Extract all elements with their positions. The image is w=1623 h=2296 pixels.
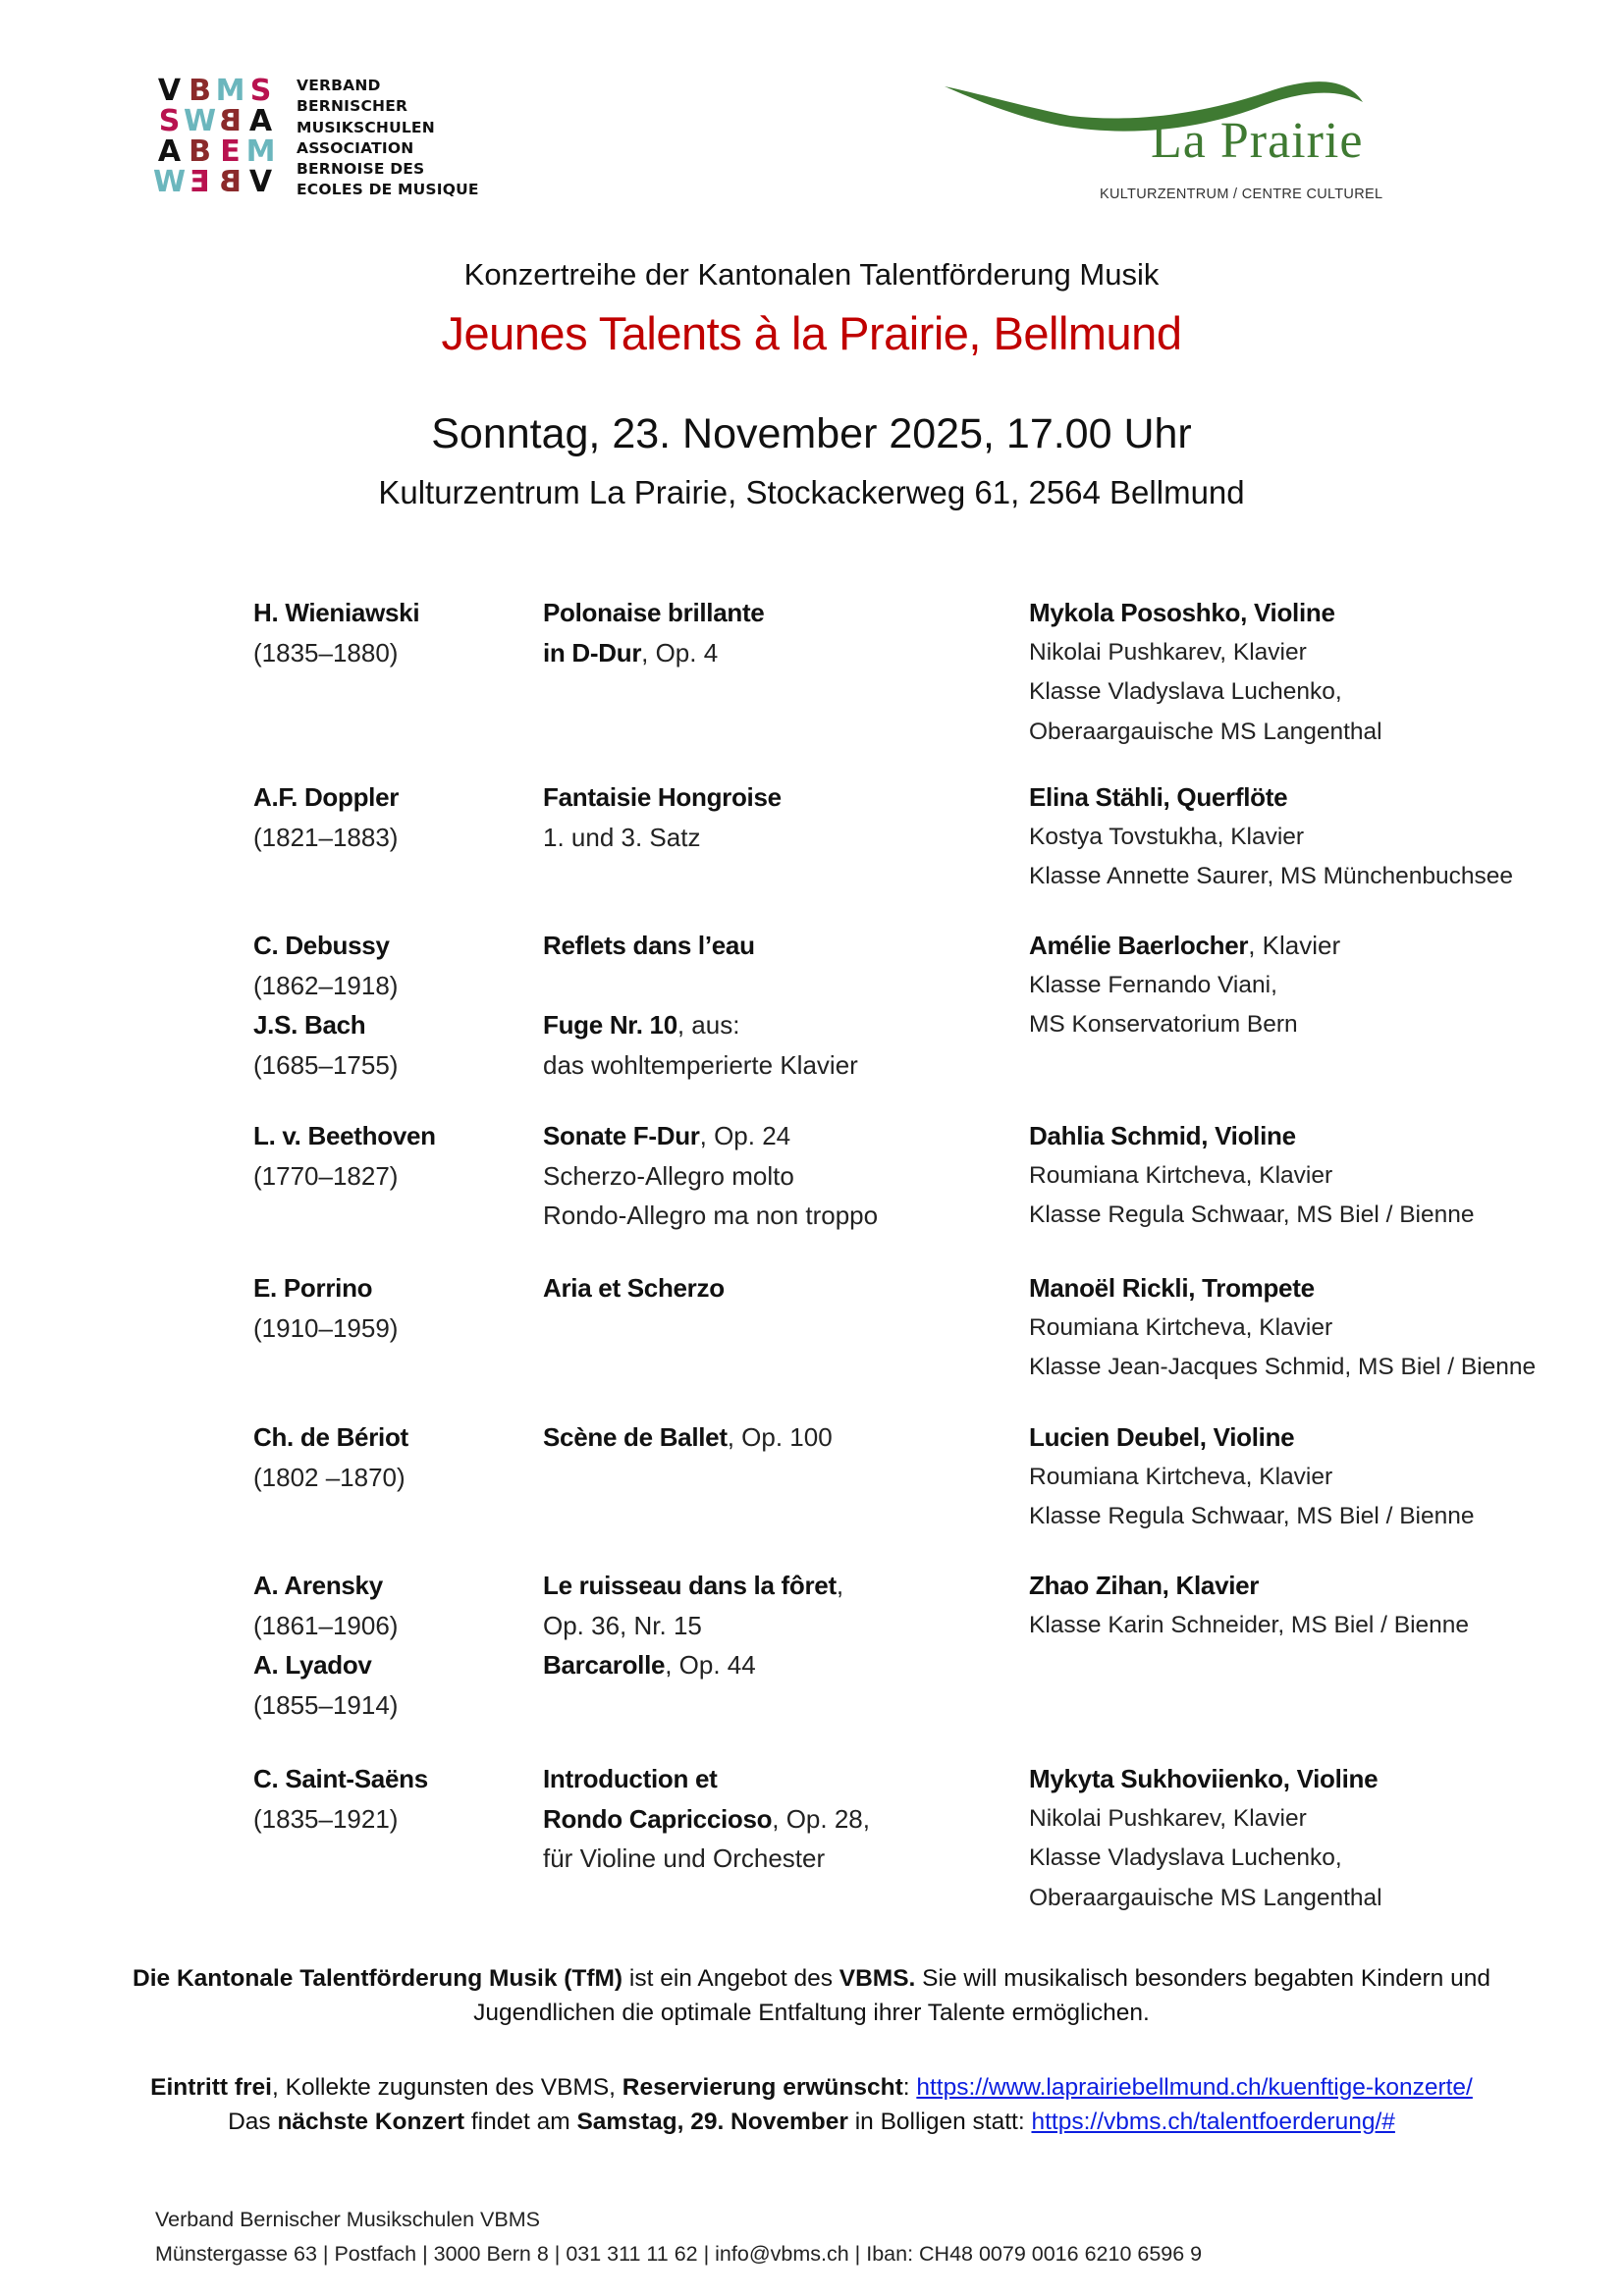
- vbms-logo-glyph: M: [245, 134, 276, 169]
- work-line: [543, 593, 764, 633]
- performer-soloist: [1029, 777, 1513, 818]
- performer-soloist: [1029, 1417, 1475, 1458]
- composer-column: [253, 1116, 436, 1196]
- composer-name: C. Saint-Saëns: [253, 1764, 428, 1793]
- performer-detail: Kostya Tovstukha, Klavier: [1029, 823, 1305, 850]
- tfm-text: Sie will musikalisch besonders begabten Kindern und: [915, 1965, 1490, 1992]
- work-title: Fuge Nr. 10: [543, 1010, 677, 1040]
- performer-detail: Oberaargauische MS Langenthal: [1029, 1884, 1382, 1911]
- la-prairie-logo-subtitle: KULTURZENTRUM / CENTRE CULTUREL: [1100, 187, 1383, 202]
- performer-detail: MS Konservatorium Bern: [1029, 1011, 1298, 1038]
- event-title: Jeunes Talents à la Prairie, Bellmund: [441, 307, 1182, 359]
- vbms-logo-glyph: B: [219, 104, 242, 138]
- performer-soloist: [1029, 1566, 1469, 1606]
- performer-detail: Roumiana Kirtcheva, Klavier: [1029, 1463, 1333, 1490]
- composer-column: [253, 1566, 398, 1725]
- tfm-paragraph: [0, 1961, 1623, 2030]
- admission-text: :: [902, 2074, 917, 2101]
- work-detail: , Op. 24: [699, 1121, 791, 1150]
- work-line: [543, 1116, 878, 1156]
- vbms-logo: [152, 74, 277, 199]
- vbms-logo-line: BERNISCHER: [297, 97, 408, 116]
- performer-detail: Oberaargauische MS Langenthal: [1029, 718, 1382, 745]
- vbms-logo-glyph: B: [189, 134, 211, 169]
- performer-column: [1029, 1268, 1536, 1388]
- next-concert-text: findet am: [464, 2109, 577, 2135]
- vbms-logo-line: VERBAND: [297, 77, 381, 94]
- performer-column: [1029, 777, 1513, 897]
- work-line: [543, 777, 782, 818]
- concert-series: Konzertreihe der Kantonalen Talentförderung Musik: [463, 257, 1160, 292]
- la-prairie-logo-name: La Prairie: [1151, 113, 1364, 169]
- performer-column: [1029, 926, 1340, 1045]
- tfm-bold-vbms: VBMS.: [839, 1965, 916, 1992]
- composer-years: (1802 –1870): [253, 1462, 406, 1492]
- work-line: [543, 1417, 833, 1458]
- vbms-logo-glyph: E: [220, 134, 241, 169]
- vbms-logo-glyph: V: [248, 165, 273, 199]
- performer-detail: Klasse Karin Schneider, MS Biel / Bienne: [1029, 1611, 1470, 1638]
- footer-contact: Münstergasse 63 | Postfach | 3000 Bern 8 | 031 311 11 62 | info@vbms.ch | Iban: CH48 0079 0016 6210 6596 9: [155, 2242, 1203, 2266]
- work-title: Introduction et: [543, 1764, 718, 1793]
- reservation-label: Reservierung erwünscht: [622, 2074, 903, 2101]
- vbms-logo-glyph: S: [158, 104, 181, 138]
- performer-soloist: [1029, 593, 1382, 633]
- performer-detail: Klasse Regula Schwaar, MS Biel / Bienne: [1029, 1503, 1475, 1529]
- composer-years: (1770–1827): [253, 1160, 399, 1191]
- work-detail: ,: [836, 1571, 844, 1600]
- performer-column: [1029, 1116, 1475, 1236]
- work-title: Le ruisseau dans la fôret: [543, 1571, 837, 1600]
- vbms-logo-glyph: B: [219, 165, 242, 199]
- vbms-logo-glyph: A: [248, 104, 273, 138]
- composer-column: [253, 593, 419, 672]
- vbms-logo-glyph: V: [157, 74, 182, 108]
- work-line: [543, 1005, 858, 1045]
- performer-detail: Klasse Fernando Viani,: [1029, 971, 1277, 998]
- work-line: [543, 1839, 870, 1879]
- admission-paragraph: [0, 2070, 1623, 2139]
- composer-column: [253, 926, 398, 1085]
- composer-years: (1685–1755): [253, 1049, 399, 1080]
- work-column: [543, 1759, 870, 1879]
- work-detail: , Op. 28,: [772, 1803, 870, 1834]
- work-title: Reflets dans l’eau: [543, 931, 755, 960]
- work-column: [543, 1116, 878, 1236]
- composer-column: [253, 777, 399, 857]
- composer-name: Ch. de Bériot: [253, 1422, 408, 1452]
- performer-detail: Klasse Regula Schwaar, MS Biel / Bienne: [1029, 1201, 1475, 1228]
- work-detail: , aus:: [676, 1010, 740, 1040]
- performer-detail: Nikolai Pushkarev, Klavier: [1029, 638, 1307, 666]
- next-concert-label: nächste Konzert: [277, 2109, 465, 2135]
- performer-column: [1029, 1566, 1469, 1645]
- work-title: Barcarolle: [543, 1650, 666, 1680]
- vbms-logo-glyph: E: [189, 165, 210, 199]
- composer-years: (1910–1959): [253, 1312, 399, 1343]
- soloist-text: Manoël Rickli, Trompete: [1029, 1273, 1315, 1303]
- composer-years: (1821–1883): [253, 822, 399, 852]
- vbms-logo-glyph: A: [157, 134, 182, 169]
- composer-years: (1855–1914): [253, 1689, 399, 1720]
- composer-name: A. Lyadov: [253, 1650, 372, 1680]
- admission-text: , Kollekte zugunsten des VBMS,: [271, 2074, 622, 2101]
- vbms-logo-glyph: W: [183, 104, 217, 138]
- tfm-text: ist ein Angebot des: [622, 1965, 839, 1992]
- next-concert-text: Das: [228, 2109, 278, 2135]
- footer-org: Verband Bernischer Musikschulen VBMS: [155, 2208, 540, 2231]
- soloist-text: Amélie Baerlocher: [1029, 931, 1249, 960]
- performer-detail: Klasse Vladyslava Luchenko,: [1029, 1844, 1342, 1871]
- work-column: [543, 926, 858, 1085]
- tfm-line2: Jugendlichen die optimale Entfaltung ihrer Talente ermöglichen.: [473, 2000, 1150, 2026]
- vbms-logo-text: [297, 76, 479, 201]
- performer-soloist: [1029, 1268, 1536, 1308]
- performer-column: [1029, 1759, 1382, 1918]
- work-detail: das wohltemperierte Klavier: [543, 1049, 858, 1080]
- work-detail: Rondo-Allegro ma non troppo: [543, 1201, 879, 1230]
- performer-soloist: [1029, 1116, 1475, 1156]
- work-line: [543, 818, 782, 858]
- event-date: Sonntag, 23. November 2025, 17.00 Uhr: [431, 410, 1192, 457]
- performer-detail: Klasse Annette Saurer, MS Münchenbuchsee: [1029, 863, 1514, 889]
- vbms-logo-glyph: B: [189, 74, 211, 108]
- composer-name: A.F. Doppler: [253, 782, 400, 812]
- work-column: [543, 1268, 725, 1308]
- vbms-logo-glyph: W: [152, 165, 187, 199]
- work-title: Sonate F-Dur: [543, 1121, 700, 1150]
- work-line: [543, 633, 764, 673]
- work-column: [543, 777, 782, 857]
- soloist-text: Elina Stähli, Querflöte: [1029, 782, 1288, 812]
- composer-name: E. Porrino: [253, 1273, 373, 1303]
- work-line: [543, 926, 858, 966]
- work-detail: Scherzo-Allegro molto: [543, 1160, 794, 1191]
- performer-detail: Klasse Vladyslava Luchenko,: [1029, 678, 1342, 705]
- composer-column: [253, 1268, 398, 1348]
- performer-detail: Klasse Jean-Jacques Schmid, MS Biel / Bienne: [1029, 1354, 1537, 1380]
- soloist-text: Zhao Zihan, Klavier: [1029, 1571, 1260, 1600]
- vbms-logo-line: BERNOISE DES: [297, 160, 425, 179]
- work-line: [543, 1566, 843, 1606]
- work-line: [543, 1196, 878, 1236]
- work-detail: , Op. 100: [727, 1422, 833, 1452]
- next-concert-date: Samstag, 29. November: [576, 2109, 848, 2135]
- work-line: [543, 1799, 870, 1840]
- work-title: Rondo Capriccioso: [543, 1803, 773, 1834]
- work-title: Scène de Ballet: [543, 1422, 728, 1452]
- composer-column: [253, 1417, 408, 1497]
- vbms-logo-line: MUSIKSCHULEN: [297, 118, 435, 136]
- work-title: Polonaise brillante: [543, 598, 765, 627]
- footer: [155, 2203, 1202, 2271]
- work-detail: , Op. 4: [641, 637, 719, 667]
- performer-soloist: [1029, 926, 1340, 966]
- composer-years: (1835–1880): [253, 637, 399, 667]
- work-column: [543, 1566, 843, 1685]
- work-line: [543, 1268, 725, 1308]
- composer-years: (1861–1906): [253, 1610, 399, 1640]
- work-title: in D-Dur: [543, 637, 642, 667]
- work-line: [543, 1156, 878, 1197]
- performer-column: [1029, 593, 1382, 752]
- tfm-bold: Die Kantonale Talentförderung Musik (TfM): [133, 1965, 623, 1992]
- soloist-text: Mykyta Sukhoviienko, Violine: [1029, 1764, 1379, 1793]
- admission-free: Eintritt frei: [150, 2074, 272, 2101]
- work-line: [543, 1045, 858, 1086]
- composer-years: (1862–1918): [253, 970, 399, 1000]
- work-line: [543, 1606, 843, 1646]
- composer-name: A. Arensky: [253, 1571, 383, 1600]
- work-detail: für Violine und Orchester: [543, 1843, 826, 1873]
- performer-detail: Roumiana Kirtcheva, Klavier: [1029, 1313, 1333, 1341]
- composer-column: [253, 1759, 428, 1839]
- soloist-text: Dahlia Schmid, Violine: [1029, 1121, 1296, 1150]
- soloist-text: , Klavier: [1248, 931, 1341, 960]
- performer-soloist: [1029, 1759, 1382, 1799]
- vbms-logo-line: ASSOCIATION: [297, 138, 414, 157]
- composer-name: H. Wieniawski: [253, 598, 420, 627]
- performer-column: [1029, 1417, 1475, 1537]
- reservation-link[interactable]: https://www.laprairiebellmund.ch/kuenftige-konzerte/: [916, 2074, 1473, 2101]
- composer-name: J.S. Bach: [253, 1010, 366, 1040]
- composer-years: (1835–1921): [253, 1803, 399, 1834]
- work-column: [543, 593, 764, 672]
- composer-name: C. Debussy: [253, 931, 390, 960]
- work-detail: Op. 36, Nr. 15: [543, 1610, 702, 1640]
- performer-detail: Roumiana Kirtcheva, Klavier: [1029, 1161, 1333, 1189]
- work-line: [543, 1759, 870, 1799]
- work-line: [543, 1645, 843, 1685]
- event-venue: Kulturzentrum La Prairie, Stockackerweg 61, 2564 Bellmund: [378, 474, 1245, 510]
- performer-detail: Nikolai Pushkarev, Klavier: [1029, 1804, 1307, 1832]
- vbms-logo-glyph: S: [249, 74, 272, 108]
- soloist-text: Lucien Deubel, Violine: [1029, 1422, 1295, 1452]
- vbms-logo-glyph: M: [215, 74, 245, 108]
- talent-program-link[interactable]: https://vbms.ch/talentfoerderung/#: [1031, 2109, 1395, 2135]
- work-title: Aria et Scherzo: [543, 1273, 725, 1303]
- vbms-logo-line: ECOLES DE MUSIQUE: [297, 181, 479, 199]
- work-column: [543, 1417, 833, 1458]
- work-title: Fantaisie Hongroise: [543, 782, 782, 812]
- soloist-text: Mykola Pososhko, Violine: [1029, 598, 1335, 627]
- next-concert-text: in Bolligen statt:: [847, 2109, 1032, 2135]
- composer-name: L. v. Beethoven: [253, 1121, 436, 1150]
- work-detail: , Op. 44: [665, 1650, 756, 1680]
- work-detail: 1. und 3. Satz: [543, 822, 701, 852]
- work-line: [543, 966, 858, 1006]
